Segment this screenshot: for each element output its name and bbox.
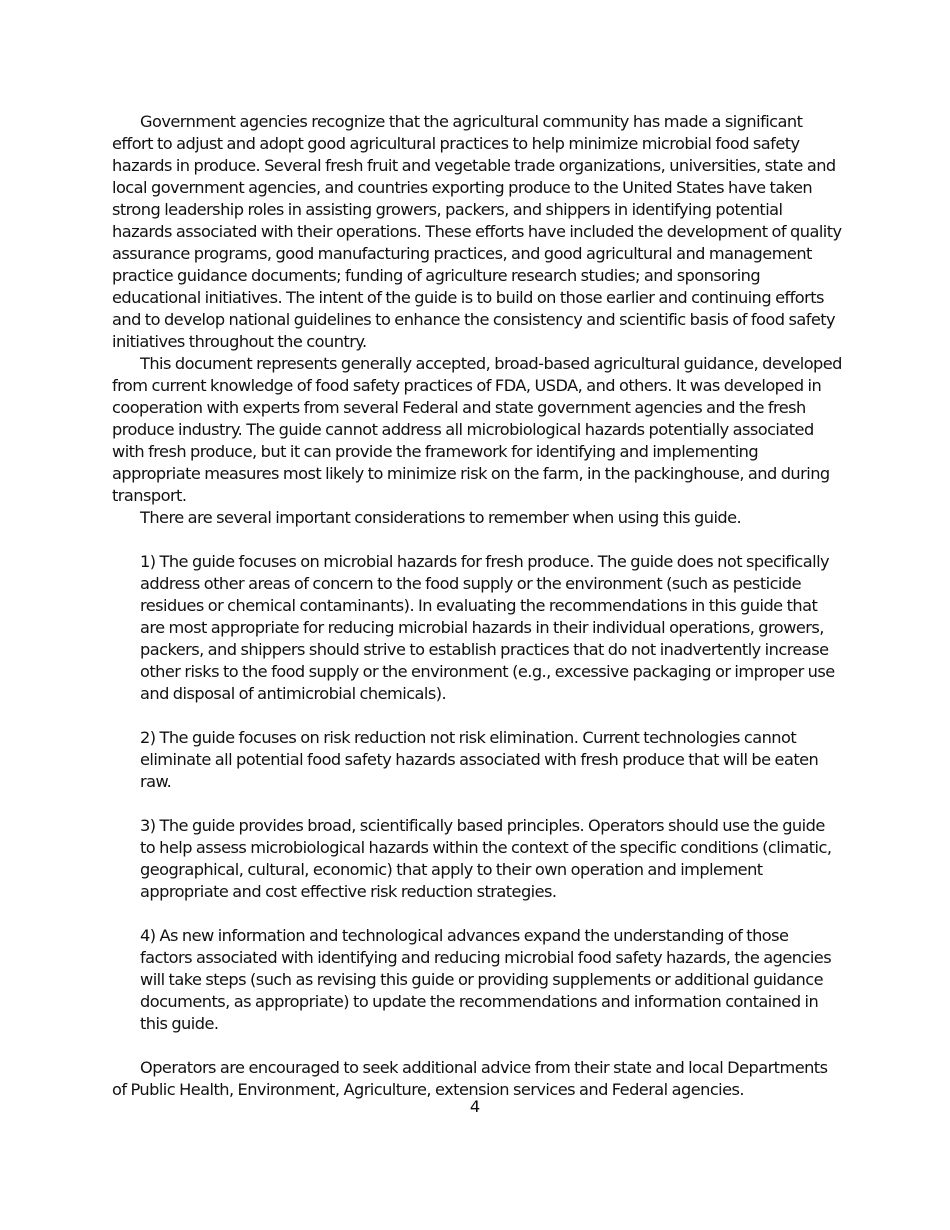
page-number: 4 bbox=[469, 1097, 481, 1116]
considerations-lead: There are several important considerations to remember when using this guide. bbox=[140, 508, 742, 527]
document-body bbox=[112, 111, 842, 1101]
consideration-item-3: 3) The guide provides broad, scientifically based principles. Operators should use the guide to help assess microbiological hazards within the context of the specific conditions (climatic, geographical, cultural, economic) that apply to their own operation and implement appropriate and cost effective risk reduction strategies. bbox=[140, 816, 832, 901]
consideration-item-2: 2) The guide focuses on risk reduction not risk elimination. Current technologies cannot eliminate all potential food safety hazards associated with fresh produce that will be eaten raw. bbox=[140, 728, 819, 791]
consideration-item-1: 1) The guide focuses on microbial hazards for fresh produce. The guide does not specifically address other areas of concern to the food supply or the environment (such as pesticide residues or chemical contaminants). In evaluating the recommendations in this guide that are most appropriate for reducing microbial hazards in their individual operations, growers, packers, and shippers should strive to establish practices that do not inadvertently increase other risks to the food supply or the environment (e.g., excessive packaging or improper use and disposal of antimicrobial chemicals). bbox=[140, 552, 835, 703]
closing-paragraph: Operators are encouraged to seek additional advice from their state and local Departments of Public Health, Environment, Agriculture, extension services and Federal agencies. bbox=[112, 1058, 828, 1099]
guidance-paragraph: This document represents generally accepted, broad-based agricultural guidance, developed from current knowledge of food safety practices of FDA, USDA, and others. It was developed in cooperation with experts from several Federal and state government agencies and the fresh produce industry. The guide cannot address all microbiological hazards potentially associated with fresh produce, but it can provide the framework for identifying and implementing appropriate measures most likely to minimize risk on the farm, in the packinghouse, and during transport. bbox=[112, 354, 842, 505]
considerations-list bbox=[112, 551, 842, 1035]
intro-paragraph: Government agencies recognize that the agricultural community has made a significant effort to adjust and adopt good agricultural practices to help minimize microbial food safety hazards in produce. Several fresh fruit and vegetable trade organizations, universities, state and local government agencies, and countries exporting produce to the United States have taken strong leadership roles in assisting growers, packers, and shippers in identifying potential hazards associated with their operations. These efforts have included the development of quality assurance programs, good manufacturing practices, and good agricultural and management practice guidance documents; funding of agriculture research studies; and sponsoring educational initiatives. The intent of the guide is to build on those earlier and continuing efforts and to develop national guidelines to enhance the consistency and scientific basis of food safety initiatives throughout the country. bbox=[112, 112, 842, 351]
consideration-item-4: 4) As new information and technological advances expand the understanding of those factors associated with identifying and reducing microbial food safety hazards, the agencies will take steps (such as revising this guide or providing supplements or additional guidance documents, as appropriate) to update the recommendations and information contained in this guide. bbox=[140, 926, 832, 1033]
